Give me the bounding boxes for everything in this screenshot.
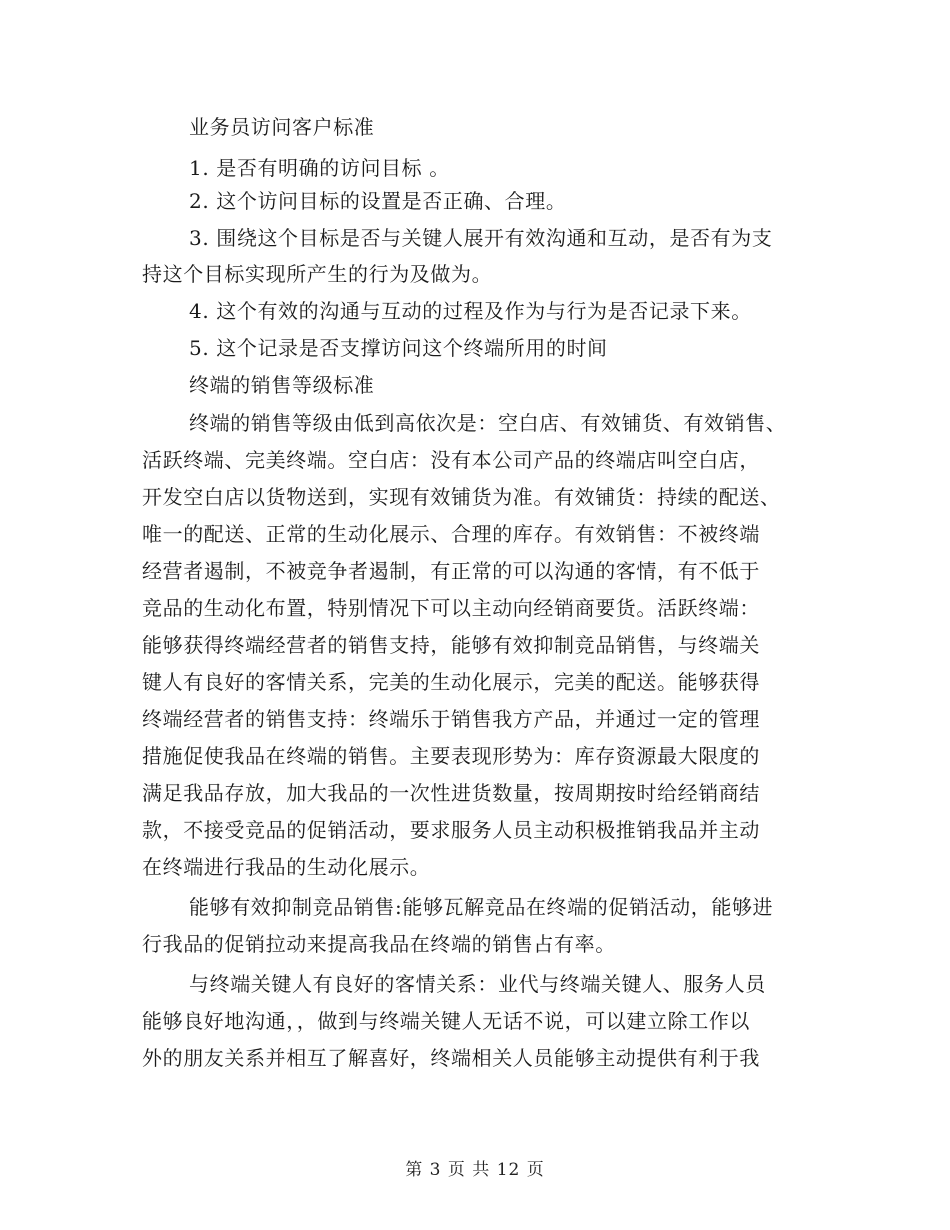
list-item-3: 3. 围绕这个目标是否与关键人展开有效沟通和互动，是否有为支 [189, 226, 773, 250]
paragraph-line: 键人有良好的客情关系，完美的生动化展示，完美的配送。能够获得 [142, 670, 760, 694]
paragraph-line: 唯一的配送、正常的生动化展示、合理的库存。有效销售：不被终端 [142, 522, 760, 546]
paragraph-line: 满足我品存放，加大我品的一次性进货数量，按周期按时给经销商结 [142, 781, 760, 805]
paragraph-line: 能够良好地沟通，，做到与终端关键人无话不说，可以建立除工作以 [142, 1009, 750, 1033]
list-item-1: 1. 是否有明确的访问目标 。 [189, 156, 450, 180]
paragraph-line: 与终端关键人有良好的客情关系：业代与终端关键人、服务人员 [189, 972, 766, 996]
paragraph-line: 终端经营者的销售支持：终端乐于销售我方产品，并通过一定的管理 [142, 707, 760, 731]
page-number-footer: 第 3 页 共 12 页 [405, 1160, 545, 1180]
paragraph-line: 开发空白店以货物送到，实现有效铺货为准。有效铺货：持续的配送、 [142, 485, 781, 509]
section-heading-sales-level: 终端的销售等级标准 [189, 373, 375, 397]
paragraph-line: 措施促使我品在终端的销售。主要表现形势为：库存资源最大限度的 [142, 744, 760, 768]
list-item-2: 2. 这个访问目标的设置是否正确、合理。 [189, 189, 567, 213]
paragraph-line: 款，不接受竞品的促销活动，要求服务人员主动积极推销我品并主动 [142, 818, 760, 842]
paragraph-line: 终端的销售等级由低到高依次是：空白店、有效铺货、有效销售、 [189, 411, 787, 435]
list-item-3-continued: 持这个目标实现所产生的行为及做为。 [142, 262, 493, 286]
paragraph-line: 在终端进行我品的生动化展示。 [142, 855, 431, 879]
paragraph-line: 行我品的促销拉动来提高我品在终端的销售占有率。 [142, 932, 616, 956]
list-item-5: 5. 这个记录是否支撑访问这个终端所用的时间 [189, 336, 608, 360]
paragraph-line: 经营者遏制，不被竞争者遏制，有正常的可以沟通的客情，有不低于 [142, 559, 760, 583]
paragraph-line: 外的朋友关系并相互了解喜好，终端相关人员能够主动提供有利于我 [142, 1046, 760, 1070]
paragraph-line: 能够获得终端经营者的销售支持，能够有效抑制竞品销售，与终端关 [142, 633, 760, 657]
list-item-4: 4. 这个有效的沟通与互动的过程及作为与行为是否记录下来。 [189, 299, 752, 323]
paragraph-line: 活跃终端、完美终端。空白店：没有本公司产品的终端店叫空白店， [142, 448, 760, 472]
paragraph-line: 能够有效抑制竞品销售:能够瓦解竞品在终端的促销活动，能够进 [189, 895, 774, 919]
section-heading-visit-standard: 业务员访问客户标准 [189, 115, 375, 139]
paragraph-line: 竞品的生动化布置，特别情况下可以主动向经销商要货。活跃终端： [142, 596, 760, 620]
